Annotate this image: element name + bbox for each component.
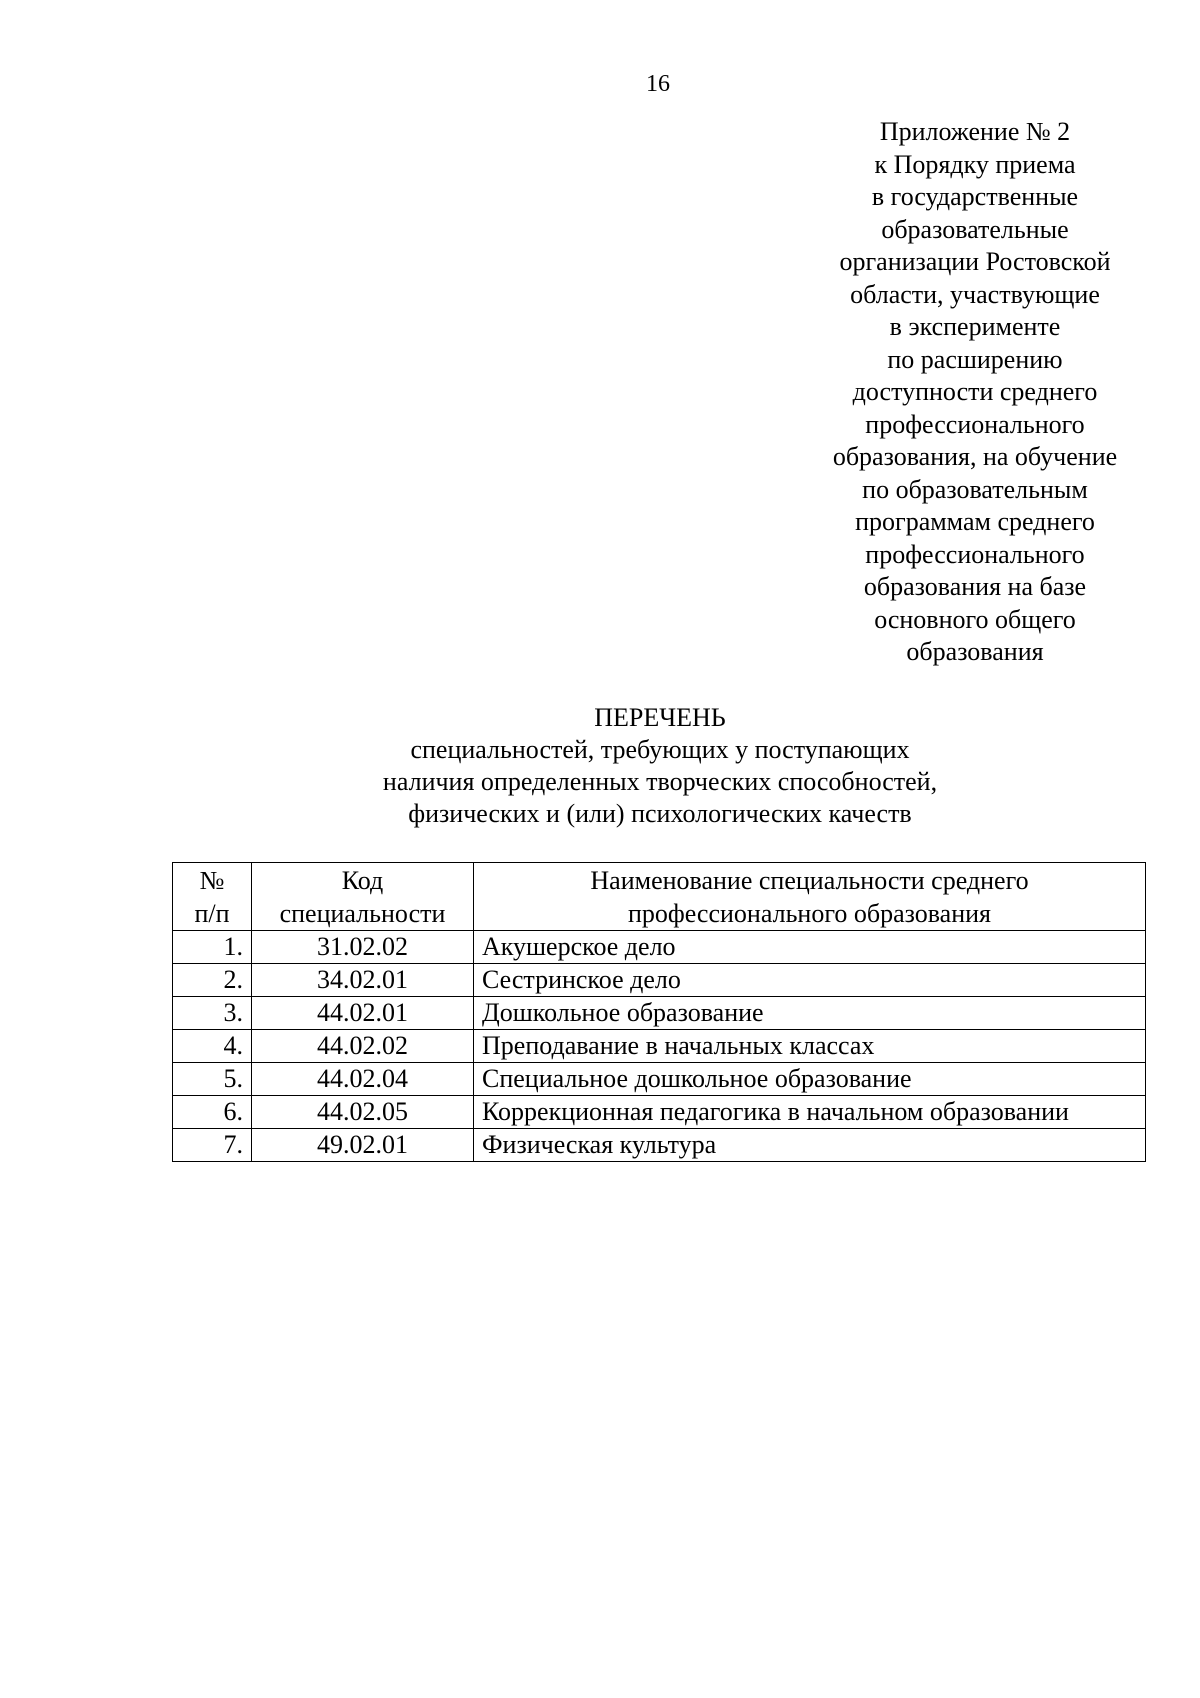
heading-subtitle-line: наличия определенных творческих способностей, [382,767,938,796]
row-num: 7. [173,1129,252,1162]
annex-line: Приложение № 2 [879,117,1071,146]
annex-line: образования, на обучение [832,442,1118,471]
row-num: 4. [173,1030,252,1063]
annex-line: программам среднего [855,507,1095,536]
row-code: 31.02.02 [252,931,474,964]
annex-line: образования на базе [863,572,1087,601]
row-num: 6. [173,1096,252,1129]
annex-line: по расширению [887,344,1063,374]
header-num-line: п/п [194,899,230,928]
header-name [474,863,1146,931]
row-code: 44.02.05 [252,1096,474,1129]
row-name: Коррекционная педагогика в начальном образовании [474,1096,1146,1129]
table-row [173,964,1146,997]
annex-line: профессионального [865,409,1085,439]
row-code: 44.02.02 [252,1030,474,1063]
document-heading [300,702,1020,830]
header-name-line: Наименование специальности среднего [590,866,1029,895]
row-code: 44.02.04 [252,1063,474,1096]
annex-block [805,116,1145,669]
table-row [173,931,1146,964]
specialties-table [172,862,1146,1162]
row-code: 34.02.01 [252,964,474,997]
table-row [173,1030,1146,1063]
table-row [173,997,1146,1030]
table-row [173,1063,1146,1096]
page-number: 16 [646,71,670,97]
heading-title: ПЕРЕЧЕНЬ [594,703,726,732]
table-header-row [173,863,1146,931]
header-code [252,863,474,931]
row-num: 3. [173,997,252,1030]
annex-line: по образовательным [862,474,1088,504]
header-name-line: профессионального образования [627,899,992,928]
row-name: Преподавание в начальных классах [474,1030,1146,1063]
header-code-line: Код [341,866,384,895]
row-name: Специальное дошкольное образование [474,1063,1146,1096]
table-row [173,1096,1146,1129]
annex-line: в эксперименте [889,312,1061,341]
row-num: 5. [173,1063,252,1096]
annex-line: образовательные [881,214,1069,244]
annex-line: к Порядку приема [874,149,1076,179]
row-num: 2. [173,964,252,997]
annex-line: доступности среднего [852,377,1098,406]
row-name: Сестринское дело [474,964,1146,997]
row-code: 44.02.01 [252,997,474,1030]
row-name: Физическая культура [474,1129,1146,1162]
header-num-line: № [199,866,225,895]
annex-line: организации Ростовской [839,247,1111,276]
row-name: Акушерское дело [474,931,1146,964]
heading-subtitle-line: специальностей, требующих у поступающих [410,735,910,764]
heading-subtitle-line: физических и (или) психологических качеств [408,799,912,828]
table-row [173,1129,1146,1162]
annex-line: профессионального [865,539,1085,569]
row-code: 49.02.01 [252,1129,474,1162]
header-code-line: специальности [279,899,446,928]
annex-line: в государственные [871,182,1079,211]
header-num [173,863,252,931]
row-name: Дошкольное образование [474,997,1146,1030]
annex-line: области, участвующие [850,279,1100,309]
annex-line: образования [906,637,1044,666]
annex-line: основного общего [874,604,1076,634]
row-num: 1. [173,931,252,964]
